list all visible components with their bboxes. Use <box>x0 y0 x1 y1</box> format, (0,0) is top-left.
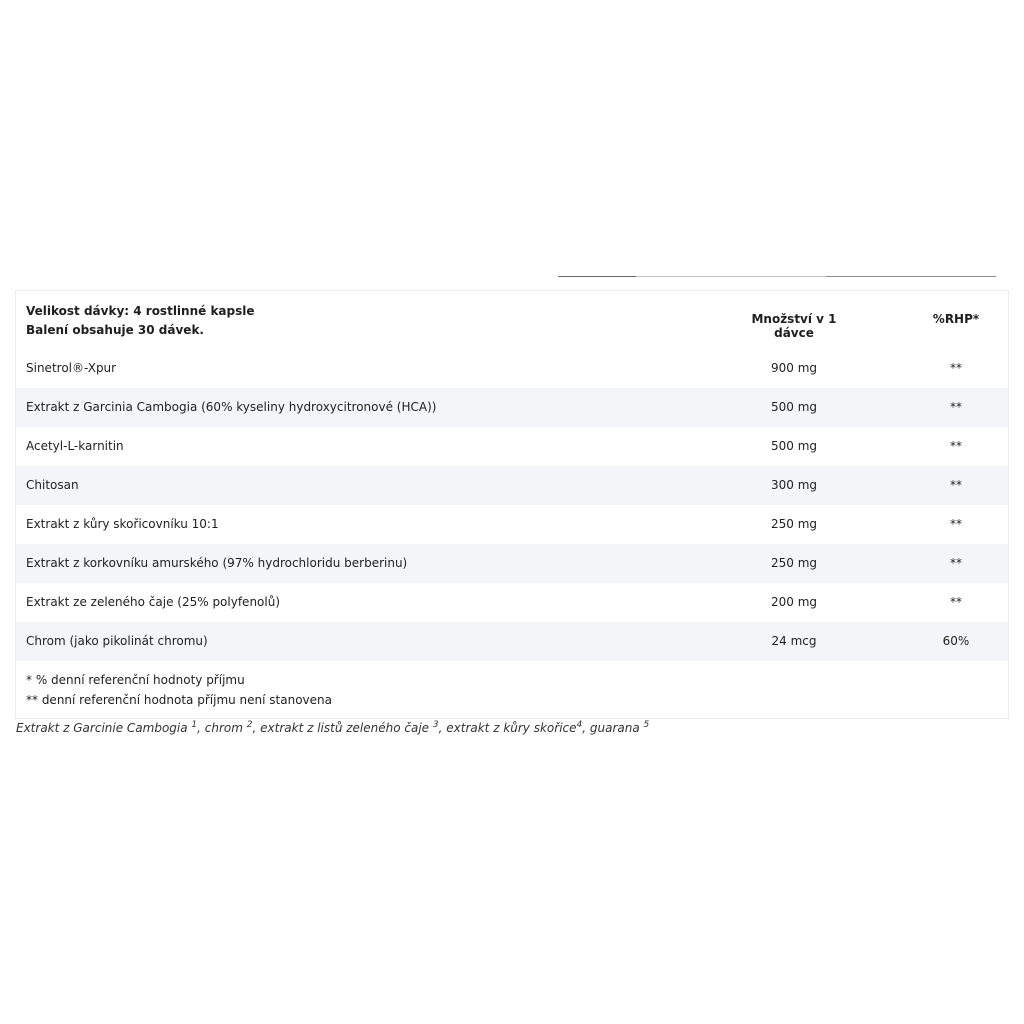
footnote-ref: 5 <box>643 720 650 730</box>
footnote-ref: 2 <box>246 720 253 730</box>
table-row <box>16 622 1008 661</box>
footnote-text: , extrakt z kůry skořice <box>438 721 577 735</box>
note-not-established: ** denní referenční hodnota příjmu není stanovena <box>26 693 332 707</box>
divider-line <box>826 276 996 277</box>
ingredient-rhp: ** <box>950 595 962 609</box>
ingredient-rhp: ** <box>950 361 962 375</box>
ingredient-rhp: ** <box>950 478 962 492</box>
ingredient-name: Chitosan <box>26 478 79 492</box>
origin-footnote <box>16 721 649 735</box>
ingredient-name: Chrom (jako pikolinát chromu) <box>26 634 208 648</box>
column-header-rhp: %RHP* <box>932 312 980 326</box>
ingredient-rhp: ** <box>950 556 962 570</box>
ingredient-rhp: ** <box>950 400 962 414</box>
ingredient-name: Extrakt z korkovníku amurského (97% hydrochloridu berberinu) <box>26 556 408 570</box>
footnote-text: , extrakt z listů zeleného čaje <box>252 721 433 735</box>
table-row <box>16 388 1008 427</box>
ingredient-amount: 200 mg <box>770 595 818 609</box>
servings-per-pack: Balení obsahuje 30 dávek. <box>26 323 204 337</box>
ingredient-amount: 500 mg <box>770 439 818 453</box>
ingredient-name: Sinetrol®-Xpur <box>26 361 117 375</box>
table-body <box>16 349 1008 661</box>
ingredient-name: Extrakt z Garcinia Cambogia (60% kyseliny hydroxycitronové (HCA)) <box>26 400 437 414</box>
note-rhp: * % denní referenční hodnoty příjmu <box>26 673 245 687</box>
table-row <box>16 466 1008 505</box>
ingredient-amount: 24 mcg <box>771 634 817 648</box>
table-row <box>16 349 1008 388</box>
table-row <box>16 427 1008 466</box>
ingredient-name: Acetyl-L-karnitin <box>26 439 124 453</box>
nutrition-table <box>15 290 1009 719</box>
table-row <box>16 505 1008 544</box>
table-row <box>16 544 1008 583</box>
ingredient-amount: 900 mg <box>770 361 818 375</box>
footnote-ref: 1 <box>191 720 198 730</box>
ingredient-rhp: ** <box>950 517 962 531</box>
footnote-text: Extrakt z Garcinie Cambogia <box>16 721 192 735</box>
ingredient-amount: 250 mg <box>770 517 818 531</box>
ingredient-rhp: ** <box>950 439 962 453</box>
column-header-amount: Množství v 1 dávce <box>751 312 837 340</box>
divider-line <box>636 276 826 277</box>
footnote-text: , guarana <box>582 721 644 735</box>
ingredient-amount: 250 mg <box>770 556 818 570</box>
ingredient-amount: 500 mg <box>770 400 818 414</box>
footnote-ref: 4 <box>576 720 583 730</box>
divider-line <box>558 276 636 277</box>
footnote-ref: 3 <box>432 720 439 730</box>
ingredient-amount: 300 mg <box>770 478 818 492</box>
table-notes <box>26 670 332 710</box>
serving-size: Velikost dávky: 4 rostlinné kapsle <box>26 304 255 318</box>
ingredient-name: Extrakt z kůry skořicovníku 10:1 <box>26 517 219 531</box>
table-header <box>16 291 1008 349</box>
footnote-text: , chrom <box>197 721 247 735</box>
ingredient-rhp: 60% <box>942 634 970 648</box>
ingredient-name: Extrakt ze zeleného čaje (25% polyfenolů) <box>26 595 281 609</box>
serving-info <box>26 302 255 340</box>
table-row <box>16 583 1008 622</box>
decorative-lines <box>0 275 1024 279</box>
